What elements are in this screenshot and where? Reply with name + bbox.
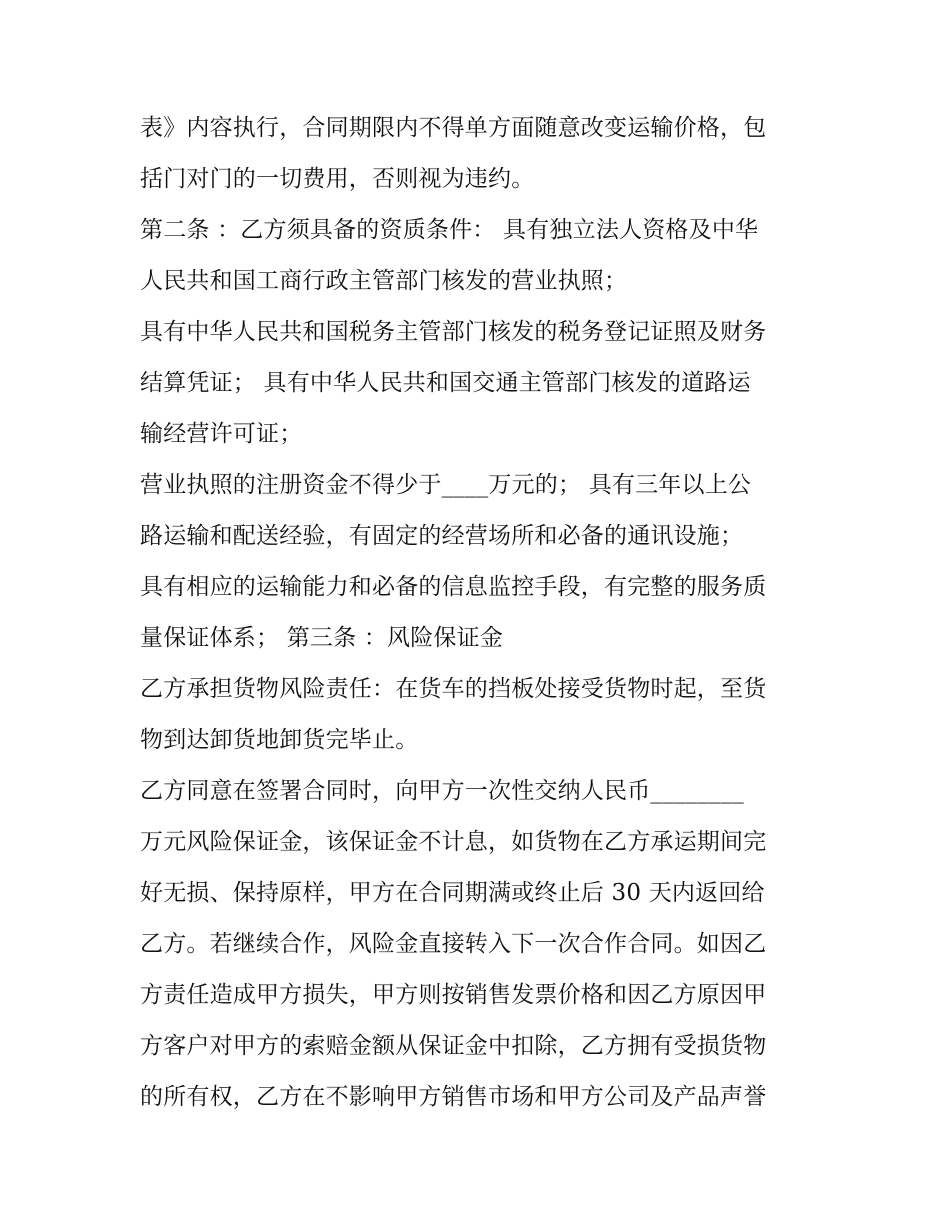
- text-line-5: 具有中华人民共和国税务主管部门核发的税务登记证照及财务: [140, 319, 767, 345]
- text-line-18: 方责任造成甲方损失，甲方则按销售发票价格和因乙方原因甲: [140, 982, 767, 1008]
- text-line-3: 第二条 ：乙方须具备的资质条件： 具有独立法人资格及中华: [140, 217, 759, 243]
- text-line-11: 量保证体系； 第三条 ：风险保证金: [140, 625, 504, 651]
- text-line-17: 乙方。若继续合作，风险金直接转入下一次合作合同。如因乙: [140, 931, 767, 957]
- text-line-15: 万元风险保证金，该保证金不计息，如货物在乙方承运期间完: [140, 829, 767, 855]
- text-line-6: 结算凭证； 具有中华人民共和国交通主管部门核发的道路运: [140, 370, 751, 396]
- text-line-7: 输经营许可证；: [140, 421, 303, 447]
- text-line-20: 的所有权，乙方在不影响甲方销售市场和甲方公司及产品声誉: [140, 1084, 767, 1110]
- contract-text-body: [140, 103, 820, 1123]
- text-line-10: 具有相应的运输能力和必备的信息监控手段，有完整的服务质: [140, 574, 767, 600]
- text-line-4: 人民共和国工商行政主管部门核发的营业执照；: [140, 268, 628, 294]
- text-line-8: 营业执照的注册资金不得少于____万元的； 具有三年以上公: [140, 472, 752, 498]
- text-line-14: 乙方同意在签署合同时，向甲方一次性交纳人民币________: [140, 778, 744, 804]
- text-line-12: 乙方承担货物风险责任：在货车的挡板处接受货物时起，至货: [140, 676, 767, 702]
- text-line-13: 物到达卸货地卸货完毕止。: [140, 727, 419, 753]
- text-line-16: 好无损、保持原样，甲方在合同期满或终止后 30 天内返回给: [140, 880, 765, 906]
- text-line-9: 路运输和配送经验，有固定的经营场所和必备的通讯设施；: [140, 523, 744, 549]
- text-line-1: 表》内容执行，合同期限内不得单方面随意改变运输价格，包: [140, 115, 767, 141]
- text-line-19: 方客户对甲方的索赔金额从保证金中扣除，乙方拥有受损货物: [140, 1033, 767, 1059]
- text-line-2: 括门对门的一切费用，否则视为违约。: [140, 166, 535, 192]
